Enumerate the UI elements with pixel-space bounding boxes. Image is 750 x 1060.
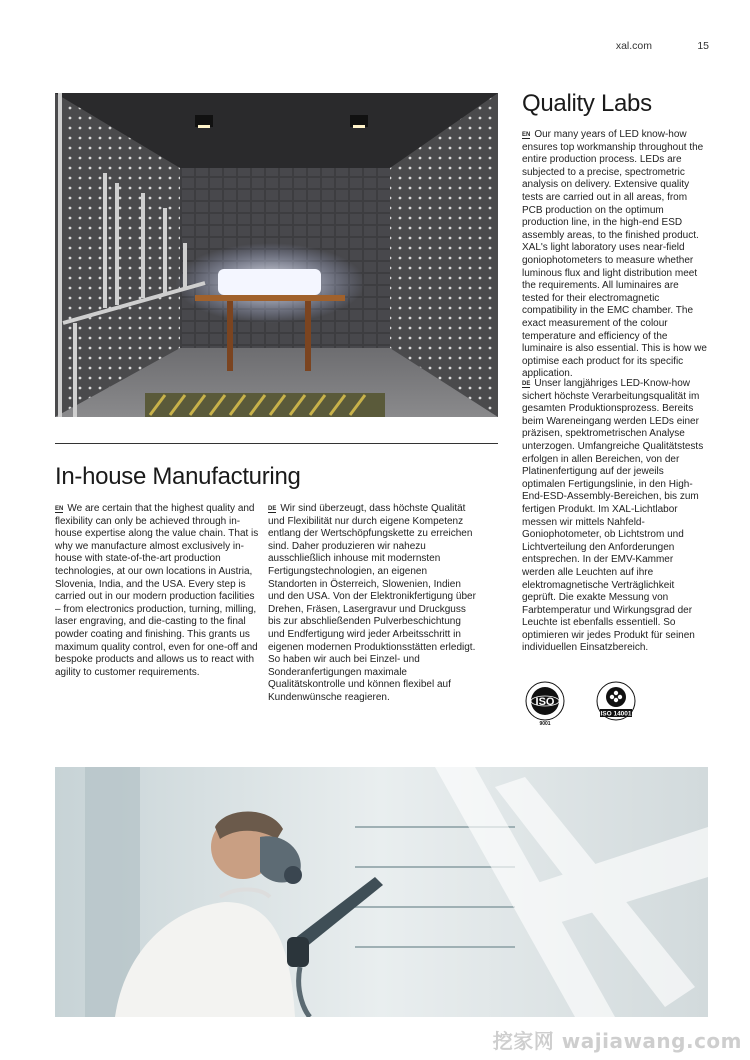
iso-9001-number: 9001 xyxy=(539,721,551,726)
quality-labs-title: Quality Labs xyxy=(522,90,652,117)
site-url[interactable]: xal.com xyxy=(615,40,652,52)
powder-coating-photo xyxy=(55,767,708,1017)
light-lab-photo xyxy=(55,93,498,417)
language-tag-de: DE xyxy=(522,381,531,387)
inhouse-de-body: Wir sind überzeugt, dass höchste Qualität und Flexibilität nur durch eigene Kompetenz entlang der Wertschöpfungskette zu erreichen sind. Daher produzieren wir nahezu ausschließlich inhouse mit modernsten Fertigungstechnologien, an eigenen Standorten in Österreich, Slowenien, Indien und den USA. Von der Elektronikfertigung über Drehen, Fräsen, Lasergravur und Druckguss bis zur abschließenden Pulverbeschichtung und Endfertigung wird jeder Arbeitsschritt in eigenen modernen Produktionsstätten erledigt. So haben wir auch bei Einzel- und Sonderanfertigungen maximale Qualitätskontrolle und können flexibel auf Kundenwünsche reagieren. xyxy=(268,503,476,703)
quality-de-body: Unser langjähriges LED-Know-how sichert höchste Verarbeitungsqualität im gesamten Produktionsprozess. Bereits beim Wareneingang werden LEDs einer präzisen, spektrometrischen Analyse unterzogen. Umfangreiche Qualitätstests erfolgen in allen Bereichen, von der Platinenfertigung auf der jeweils optimalen Fertigungslinie, in den High-End-ESD-Assembly-Bereichen, bis zum fertigen Produkt. Im XAL-Lichtlabor messen wir mittels Nahfeld-Goniophotometer, ob Lichtstrom und Lichtverteilung den Anforderungen entsprechen. In der EMV-Kammer werden alle Leuchten auf ihre elektromagnetische Verträglichkeit geprüft. Die exakte Messung von Farbtemperatur und Wirkungsgrad der Leuchte ist ebenfalls essentiell. So optimieren wir jedes Produkt für seinen individuellen Einsatzbereich. xyxy=(522,378,704,654)
quality-german-text xyxy=(522,378,707,655)
quality-en-body: Our many years of LED know-how ensures top workmanship throughout the entire production process. LEDs are subjected to a precise, spectrometric analysis on delivery. Extensive quality tests are carried out in all areas, from PCB production on the optimum production line, in the high-end ESD assembly areas, to the finished product. XAL's light laboratory uses near-field goniophotometers to measure whether luminous flux and light distribution meet the requirements. All luminaires are tested for their electromagnetic compatibility in the EMC chamber. The exact measurement of the colour temperature and efficiency of the luminaire is also essential. This is how we optimise each product for its specific application. xyxy=(522,129,707,380)
inhouse-en-body: We are certain that the highest quality and flexibility can only be achieved through in-house expertise along the value chain. That is why we manufacture almost exclusively in-house with state-of-the-art production technologies, at our own locations in Austria, Slovenia, India, and the USA. Every step is carried out in our modern production facilities – from electronics production, turning, milling, laser engraving, and die-casting to the final powder coating and finishing. This grants us maximum quality control, even for one-off and bespoke products and allows us to react with agility to customer requirements. xyxy=(55,503,259,678)
iso-9001-badge xyxy=(522,680,568,726)
page-number: 15 xyxy=(697,40,709,52)
watermark: 挖家网 wajiawang.com xyxy=(492,1029,742,1053)
inhouse-german-text xyxy=(268,503,478,705)
language-tag-en: EN xyxy=(522,132,531,138)
iso-14001-badge xyxy=(593,680,639,726)
inhouse-manufacturing-title: In-house Manufacturing xyxy=(55,463,301,490)
language-tag-de: DE xyxy=(268,506,277,512)
language-tag-en: EN xyxy=(55,506,64,512)
inhouse-english-text xyxy=(55,503,260,679)
quality-english-text xyxy=(522,129,707,381)
iso-9001-label: ISO xyxy=(535,696,555,708)
section-divider xyxy=(55,443,498,444)
iso-14001-label: ISO 14001 xyxy=(600,710,632,718)
page-header xyxy=(0,40,750,54)
